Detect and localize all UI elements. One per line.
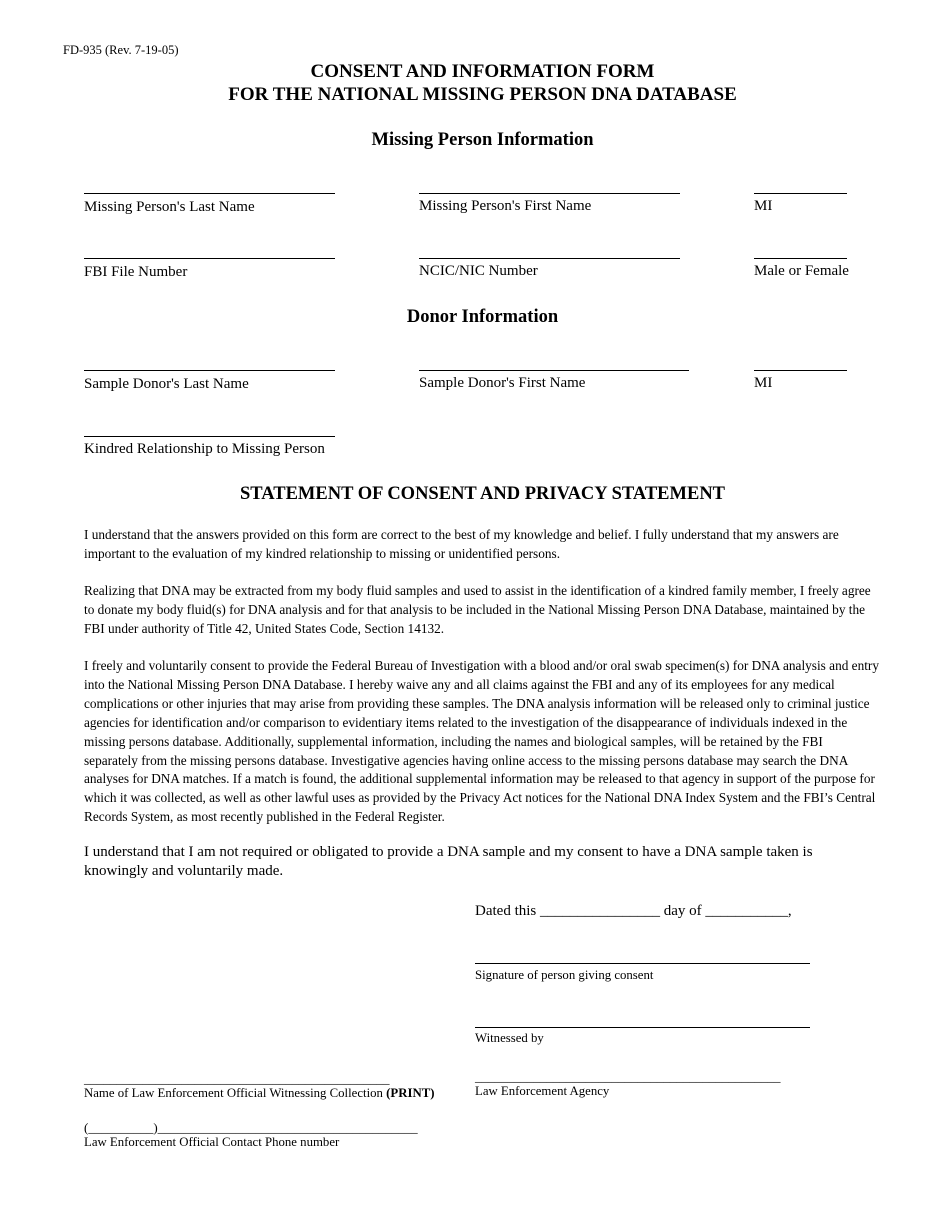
missing-mi-field[interactable] [754, 193, 847, 194]
donor-first-name-field[interactable] [419, 370, 689, 371]
sex-label: Male or Female [754, 263, 849, 279]
form-number: FD-935 (Rev. 7-19-05) [63, 43, 179, 57]
kindred-relationship-field[interactable] [84, 436, 335, 437]
ncic-number-label: NCIC/NIC Number [419, 263, 538, 279]
official-name-print-note: (PRINT) [386, 1086, 435, 1100]
donor-mi-label: MI [754, 375, 773, 391]
missing-first-name-field[interactable] [419, 193, 680, 194]
donor-heading: Donor Information [406, 307, 559, 327]
phone-field[interactable]: (__________)________________________________________ [84, 1120, 418, 1135]
sex-field[interactable] [754, 258, 847, 259]
official-name-field[interactable]: _______________________________________________ [84, 1071, 390, 1086]
donor-mi-field[interactable] [754, 370, 847, 371]
official-name-label [84, 1086, 435, 1101]
agency-field[interactable]: _______________________________________________ [475, 1069, 781, 1084]
fbi-file-number-field[interactable] [84, 258, 335, 259]
signature-field[interactable] [475, 963, 810, 964]
fbi-file-number-label: FBI File Number [84, 264, 188, 280]
donor-last-name-field[interactable] [84, 370, 335, 371]
form-title-line1: CONSENT AND INFORMATION FORM [310, 61, 655, 82]
official-name-label-text: Name of Law Enforcement Official Witnessing Collection [84, 1086, 383, 1100]
statement-paragraph-1: I understand that the answers provided on this form are correct to the best of my knowledge and belief. I fully understand that my answers are important to the evaluation of my kindred relationship to missing or unidentified persons. [84, 527, 839, 561]
witness-label: Witnessed by [475, 1031, 544, 1045]
ncic-number-field[interactable] [419, 258, 680, 259]
statement-heading: STATEMENT OF CONSENT AND PRIVACY STATEMENT [239, 484, 726, 504]
statement-paragraph-2: Realizing that DNA may be extracted from my body fluid samples and used to assist in the identification of a kindred family member, I freely agree to donate my body fluid(s) for DNA analysis and for that analysis to be included in the National Missing Person DNA Database, maintained by the FBI under authority of Title 42, United States Code, Section 14132. [84, 583, 871, 636]
agency-label: Law Enforcement Agency [475, 1084, 610, 1098]
dated-line[interactable]: Dated this ________________ day of ___________, [475, 903, 792, 919]
donor-first-name-label: Sample Donor's First Name [419, 375, 586, 391]
missing-mi-label: MI [754, 198, 773, 214]
witness-field[interactable] [475, 1027, 810, 1028]
missing-last-name-label: Missing Person's Last Name [84, 199, 255, 215]
form-title-line2: FOR THE NATIONAL MISSING PERSON DNA DATABASE [228, 84, 737, 105]
signature-label: Signature of person giving consent [475, 968, 654, 982]
missing-last-name-field[interactable] [84, 193, 335, 194]
missing-person-heading: Missing Person Information [371, 130, 594, 150]
statement-paragraph-3: I freely and voluntarily consent to provide the Federal Bureau of Investigation with a blood and/or oral swab specimen(s) for DNA analysis and entry into the National Missing Person DNA Database. I hereby waive any and all claims against the FBI and any of its employees for any medical complications or other injuries that may arise from providing these samples. The DNA analysis information will be released only to criminal justice agencies for identification and/or comparison to evidentiary items related to the investigation of the disappearance of individuals indexed in the missing persons database. Additionally, supplemental information, including the names and biological samples, will be retained by the FBI separately from the missing persons database. Investigative agencies having online access to the missing persons database may search the DNA analyses for DNA matches. If a match is found, the additional supplemental information may be released to that agency in support of the purpose for which it was collected, as well as other lawful uses as provided by the Privacy Act notices for the National DNA Index System and the FBI’s Central Records System, as most recently published in the Federal Register. [84, 658, 880, 825]
missing-first-name-label: Missing Person's First Name [419, 198, 592, 214]
kindred-relationship-label: Kindred Relationship to Missing Person [84, 441, 325, 457]
statement-paragraph-4: I understand that I am not required or obligated to provide a DNA sample and my consent to have a DNA sample taken is knowingly and voluntarily made. [84, 844, 813, 879]
donor-last-name-label: Sample Donor's Last Name [84, 376, 249, 392]
phone-label: Law Enforcement Official Contact Phone number [84, 1135, 340, 1149]
